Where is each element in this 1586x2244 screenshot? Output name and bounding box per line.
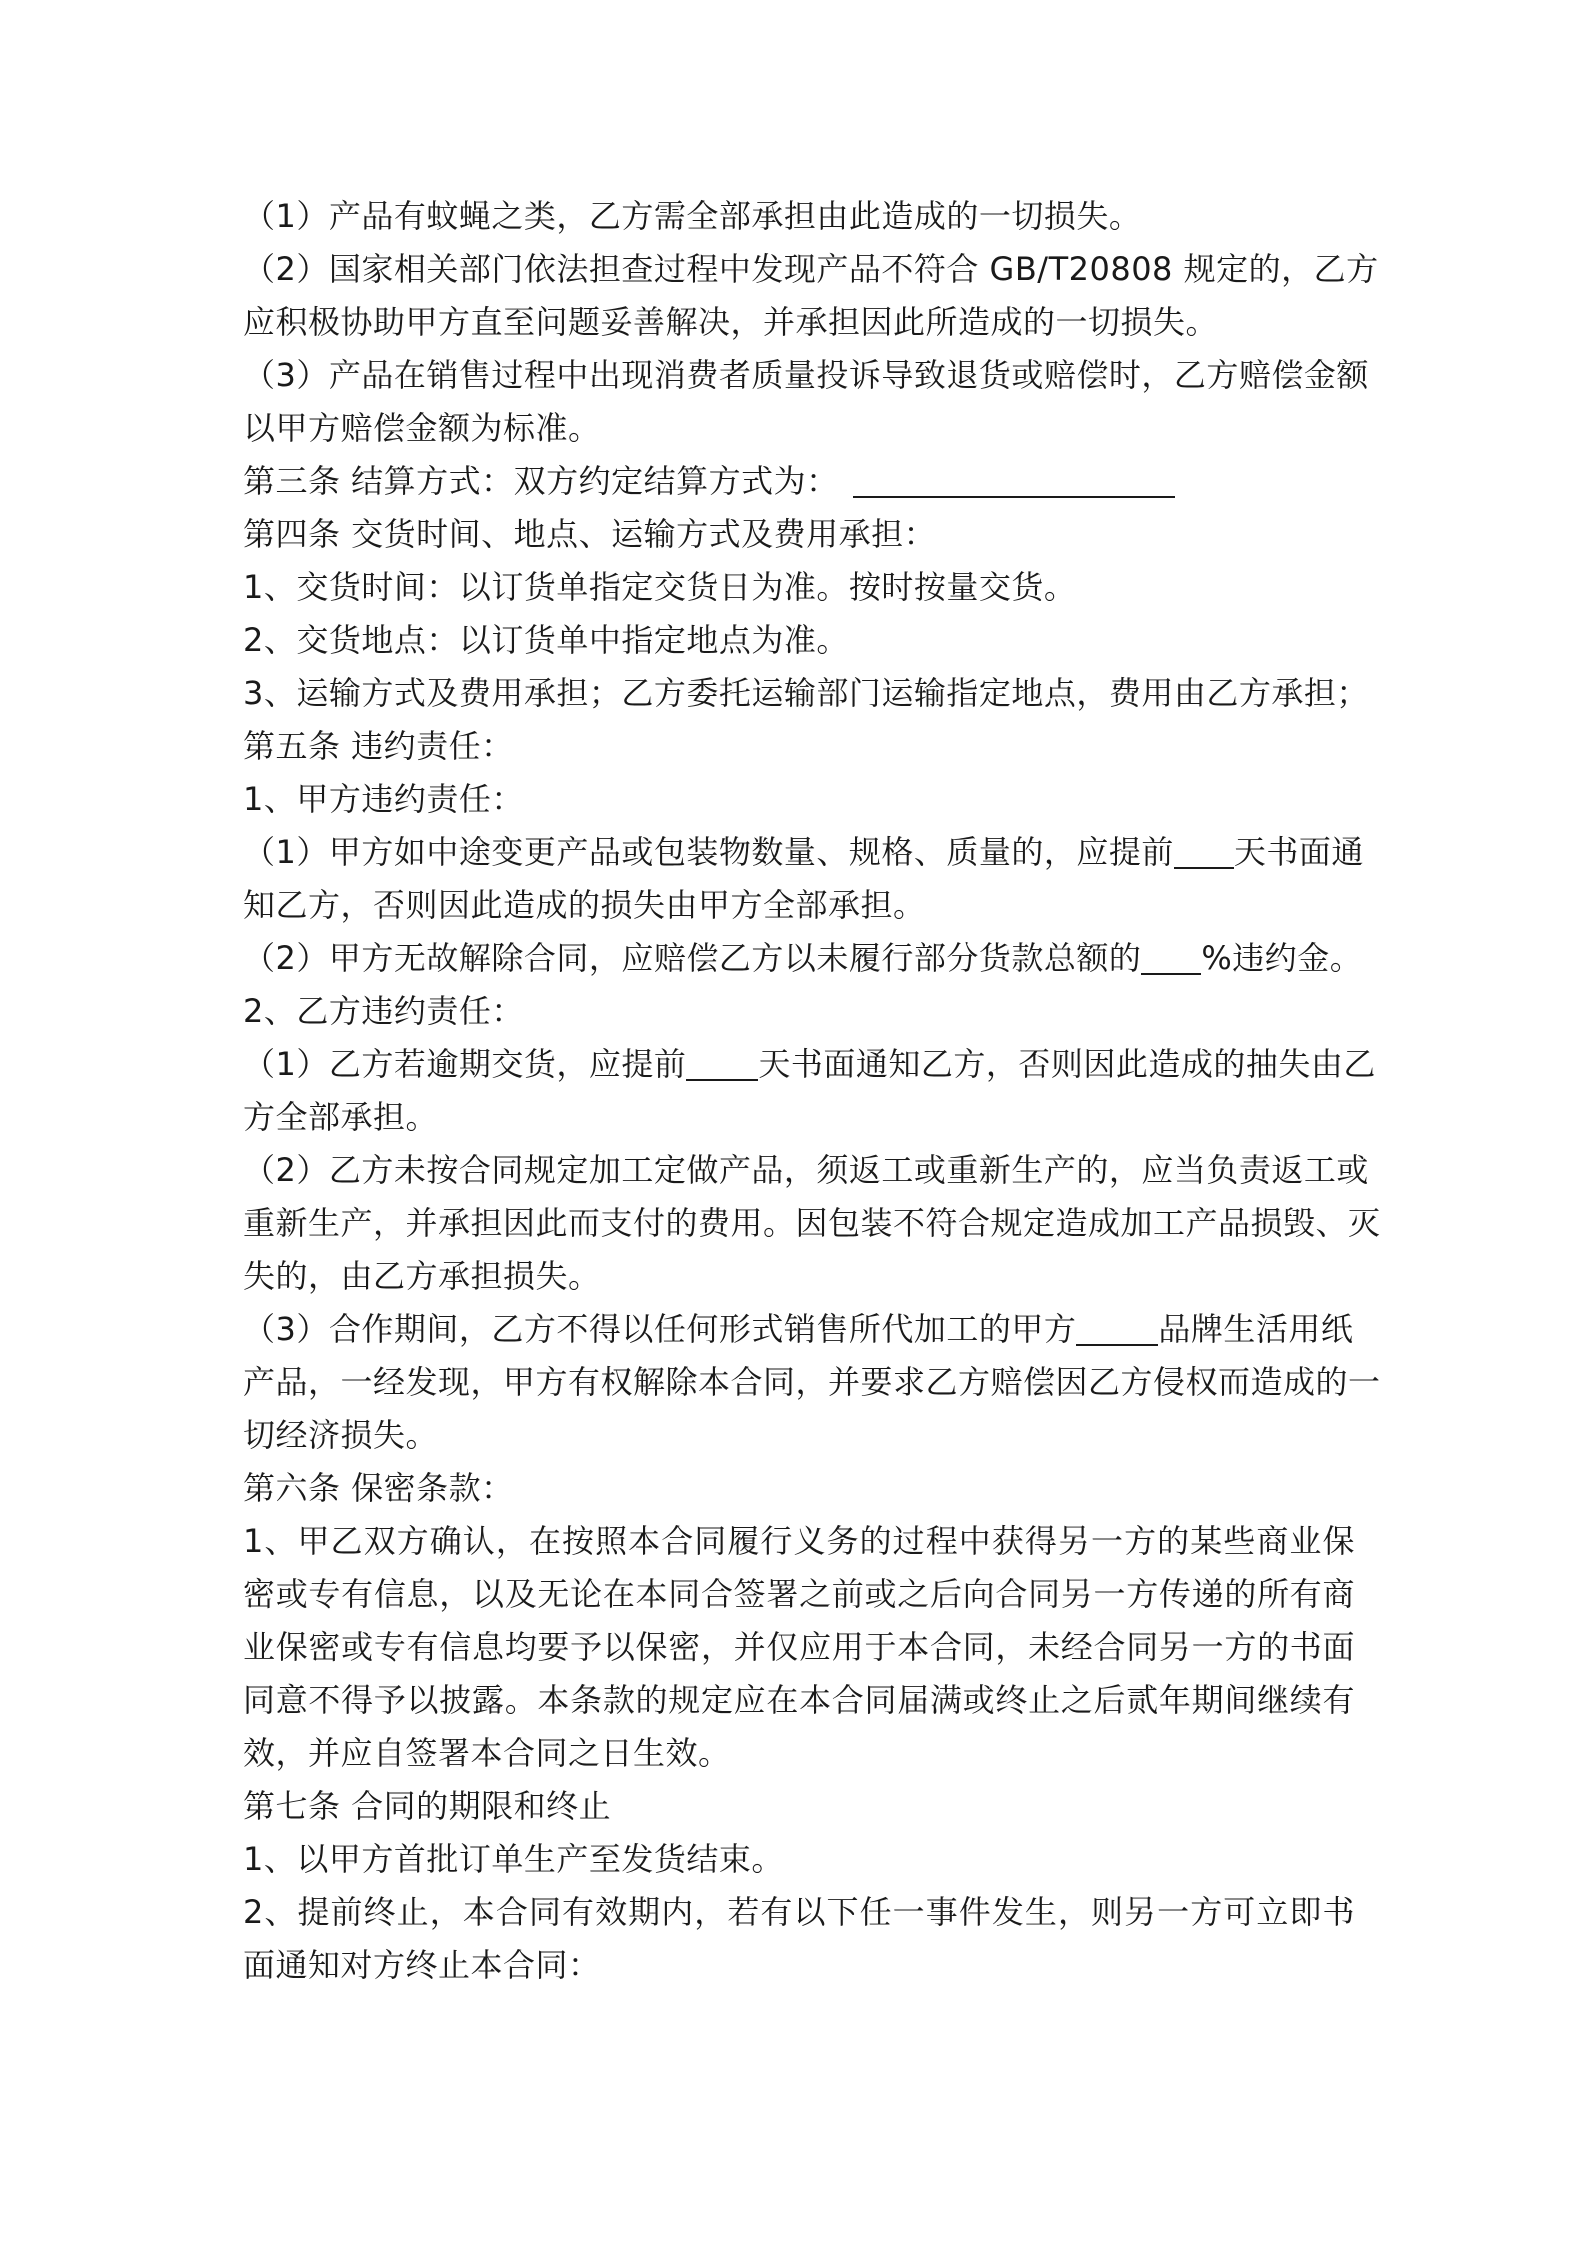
clause-line bbox=[243, 826, 1364, 879]
clause-line: 3、运输方式及费用承担；乙方委托运输部门运输指定地点，费用由乙方承担； bbox=[243, 674, 1369, 712]
delay-days-blank[interactable] bbox=[686, 1049, 758, 1081]
article-4-heading: 第四条 交货时间、地点、运输方式及费用承担： bbox=[243, 515, 937, 553]
clause-line bbox=[243, 932, 1363, 985]
clause-line: （2）乙方未按合同规定加工定做产品，须返工或重新生产的，应当负责返工或 bbox=[243, 1151, 1369, 1189]
clause-text: %违约金。 bbox=[1201, 939, 1363, 977]
settlement-method-blank[interactable] bbox=[853, 466, 1175, 498]
clause-text: 天书面通 bbox=[1233, 833, 1364, 871]
clause-line: 1、以甲方首批订单生产至发货结束。 bbox=[243, 1840, 784, 1878]
clause-line: 以甲方赔偿金额为标准。 bbox=[243, 409, 601, 447]
clause-line: （2）国家相关部门依法担查过程中发现产品不符合 GB/T20808 规定的，乙方 bbox=[243, 250, 1379, 288]
clause-line: 2、乙方违约责任： bbox=[243, 992, 524, 1030]
clause-line: 重新生产，并承担因此而支付的费用。因包装不符合规定造成加工产品损毁、灭 bbox=[243, 1204, 1381, 1242]
clause-line: 2、交货地点：以订货单中指定地点为准。 bbox=[243, 621, 849, 659]
clause-line: 知乙方，否则因此造成的损失由甲方全部承担。 bbox=[243, 886, 926, 924]
notice-days-blank[interactable] bbox=[1174, 837, 1234, 869]
clause-text: 天书面通知乙方，否则因此造成的抽失由乙 bbox=[758, 1045, 1376, 1083]
clause-line bbox=[243, 1303, 1355, 1356]
clause-line: 失的，由乙方承担损失。 bbox=[243, 1257, 601, 1295]
brand-name-blank[interactable] bbox=[1076, 1314, 1158, 1346]
clause-text: （3）合作期间，乙方不得以任何形式销售所代加工的甲方 bbox=[243, 1310, 1077, 1348]
confidentiality-paragraph: 1、甲乙双方确认，在按照本合同履行义务的过程中获得另一方的某些商业保密或专有信息，以及无论在本同合签署之前或之后向合同另一方传递的所有商业保密或专有信息均要予以保密，并仅应用于本合同，未经合同另一方的书面同意不得予以披露。本条款的规定应在本合同届满或终止之后贰年期间继续有效，并应自签署本合同之日生效。 bbox=[243, 1522, 1355, 1772]
clause-line: （3）产品在销售过程中出现消费者质量投诉导致退货或赔偿时，乙方赔偿金额 bbox=[243, 356, 1369, 394]
clause-line: 1、交货时间：以订货单指定交货日为准。按时按量交货。 bbox=[243, 568, 1077, 606]
article-7-heading: 第七条 合同的期限和终止 bbox=[243, 1787, 612, 1825]
clause-line: 应积极协助甲方直至问题妥善解决，并承担因此所造成的一切损失。 bbox=[243, 303, 1219, 341]
clause-line bbox=[243, 1038, 1376, 1091]
clause-line: 1、甲方违约责任： bbox=[243, 780, 524, 818]
article-3-heading bbox=[243, 455, 1355, 508]
clause-text: （1）甲方如中途变更产品或包装物数量、规格、质量的，应提前 bbox=[243, 833, 1174, 871]
clause-line: 产品，一经发现，甲方有权解除本合同，并要求乙方赔偿因乙方侵权而造成的一 bbox=[243, 1363, 1381, 1401]
article-5-heading: 第五条 违约责任： bbox=[243, 727, 514, 765]
clause-line: 切经济损失。 bbox=[243, 1416, 439, 1454]
article-3-text: 第三条 结算方式：双方约定结算方式为： bbox=[243, 462, 839, 500]
clause-text: （1）乙方若逾期交货，应提前 bbox=[243, 1045, 687, 1083]
clause-text: 品牌生活用纸 bbox=[1158, 1310, 1354, 1348]
clause-text: （2）甲方无故解除合同，应赔偿乙方以未履行部分货款总额的 bbox=[243, 939, 1142, 977]
clause-line: （1）产品有蚊蝇之类，乙方需全部承担由此造成的一切损失。 bbox=[243, 197, 1142, 235]
document-body bbox=[243, 190, 1381, 1992]
clause-line: 方全部承担。 bbox=[243, 1098, 439, 1136]
penalty-percent-blank[interactable] bbox=[1141, 943, 1201, 975]
termination-paragraph: 2、提前终止，本合同有效期内，若有以下任一事件发生，则另一方可立即书面通知对方终止本合同： bbox=[243, 1893, 1355, 1984]
article-6-heading: 第六条 保密条款： bbox=[243, 1469, 514, 1507]
